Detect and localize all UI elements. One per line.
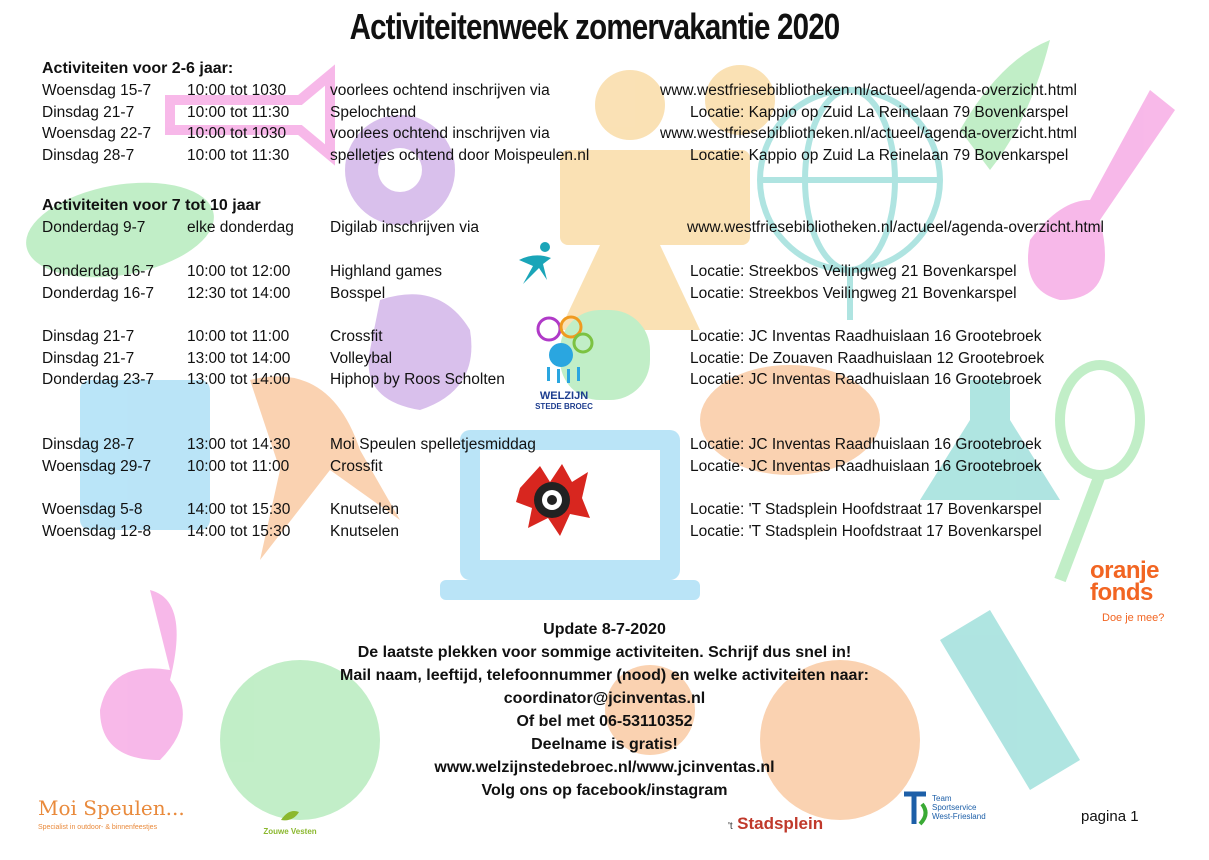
row-activity: Spelochtend: [330, 104, 417, 121]
section-heading-2-6: Activiteiten voor 2-6 jaar:: [42, 60, 234, 77]
row-day: Donderdag 16-7: [42, 285, 155, 302]
row-activity: Bosspel: [330, 285, 386, 302]
jc-inventas-logo: [510, 458, 594, 542]
row-time: 10:00 tot 12:00: [187, 263, 291, 280]
row-activity: voorlees ochtend inschrijven via: [330, 82, 550, 99]
leaf-icon: [279, 808, 301, 822]
row-info: Locatie: JC Inventas Raadhuislaan 16 Grootebroek: [690, 371, 1042, 388]
row-time: 10:00 tot 11:30: [187, 147, 290, 164]
row-activity: Crossfit: [330, 458, 383, 475]
moi-speulen-name: Moi Speulen...: [38, 796, 185, 820]
row-time: 10:00 tot 1030: [187, 82, 287, 99]
row-info: Locatie: Streekbos Veilingweg 21 Bovenkarspel: [690, 263, 1017, 280]
oranje-fonds-tagline: Doe je mee?: [1102, 612, 1165, 624]
page-number: pagina 1: [1081, 808, 1139, 825]
row-activity: Crossfit: [330, 328, 383, 345]
zouwe-vesten-name: Zouwe Vesten: [263, 827, 317, 836]
row-info: Locatie: JC Inventas Raadhuislaan 16 Grootebroek: [690, 458, 1042, 475]
row-time: 10:00 tot 1030: [187, 125, 287, 142]
row-activity: Knutselen: [330, 501, 399, 518]
free-participation: Deelname is gratis!: [531, 736, 678, 753]
row-day: Donderdag 16-7: [42, 263, 155, 280]
row-time: 13:00 tot 14:00: [187, 371, 291, 388]
team-line-2: Sportservice: [932, 803, 977, 812]
oranje-fonds-line1: oranje: [1090, 557, 1160, 584]
welzijn-name: WELZIJN: [539, 390, 589, 402]
row-info: Locatie: JC Inventas Raadhuislaan 16 Grootebroek: [690, 328, 1042, 345]
row-info: Locatie: JC Inventas Raadhuislaan 16 Grootebroek: [690, 436, 1042, 453]
row-time: 10:00 tot 11:00: [187, 328, 290, 345]
team-sportservice-logo: [900, 790, 1010, 830]
row-day: Dinsdag 21-7: [42, 104, 135, 121]
row-info: Locatie: Kappio op Zuid La Reinelaan 79 Bovenkarspel: [690, 104, 1069, 121]
row-activity: Hiphop by Roos Scholten: [330, 371, 505, 388]
contact-phone: Of bel met 06-53110352: [516, 713, 693, 730]
stadsplein-name: Stadsplein: [737, 814, 824, 833]
contact-email[interactable]: coordinator@jcinventas.nl: [503, 690, 706, 707]
oranje-fonds-logo: [1090, 557, 1200, 624]
row-time: 13:00 tot 14:30: [187, 436, 291, 453]
row-day: Woensdag 15-7: [42, 82, 152, 99]
row-time: 13:00 tot 14:00: [187, 350, 291, 367]
row-info: Locatie: 'T Stadsplein Hoofdstraat 17 Bovenkarspel: [690, 523, 1042, 540]
row-time: elke donderdag: [187, 219, 294, 236]
website-links[interactable]: www.welzijnstedebroec.nl/www.jcinventas.nl: [434, 759, 775, 776]
stadsplein-logo: [728, 814, 823, 834]
row-day: Woensdag 12-8: [42, 523, 152, 540]
row-day: Dinsdag 28-7: [42, 147, 135, 164]
team-line-1: Team: [932, 794, 952, 803]
welzijn-logo: [533, 313, 595, 417]
social-media: Volg ons op facebook/instagram: [481, 782, 728, 799]
row-activity: voorlees ochtend inschrijven via: [330, 125, 550, 142]
team-sportservice-emblem-icon: [900, 790, 930, 828]
row-info: www.westfriesebibliotheken.nl/actueel/agenda-overzicht.html: [660, 82, 1077, 99]
row-time: 14:00 tot 15:30: [187, 523, 291, 540]
row-day: Donderdag 9-7: [42, 219, 146, 236]
row-activity: Knutselen: [330, 523, 399, 540]
update-date: Update 8-7-2020: [543, 621, 666, 638]
row-day: Dinsdag 21-7: [42, 328, 135, 345]
row-day: Woensdag 5-8: [42, 501, 143, 518]
row-day: Woensdag 29-7: [42, 458, 152, 475]
row-day: Woensdag 22-7: [42, 125, 152, 142]
footer-line-1: De laatste plekken voor sommige activiteiten. Schrijf dus snel in!: [357, 644, 852, 661]
moi-speulen-tagline: Specialist in outdoor- & binnenfeestjes: [38, 824, 158, 831]
sport-figure-logo: [515, 240, 559, 286]
row-time: 12:30 tot 14:00: [187, 285, 291, 302]
row-activity: Moi Speulen spelletjesmiddag: [330, 436, 536, 453]
section-heading-7-10: Activiteiten voor 7 tot 10 jaar: [42, 197, 261, 214]
row-day: Dinsdag 28-7: [42, 436, 135, 453]
stadsplein-prefix: 't: [728, 821, 733, 832]
row-info: Locatie: Streekbos Veilingweg 21 Bovenkarspel: [690, 285, 1017, 302]
row-activity: spelletjes ochtend door Moispeulen.nl: [330, 147, 590, 164]
moi-speulen-logo: [38, 796, 218, 831]
row-activity: Highland games: [330, 263, 443, 280]
welzijn-place: STEDE BROEC: [535, 402, 593, 411]
row-activity: Digilab inschrijven via: [330, 219, 480, 236]
oranje-fonds-line2: fonds: [1090, 579, 1153, 606]
page-title: Activiteitenweek zomervakantie 2020: [349, 6, 840, 47]
footer-line-2: Mail naam, leeftijd, telefoonnummer (nood) en welke activiteiten naar:: [340, 667, 869, 684]
row-info: www.westfriesebibliotheken.nl/actueel/agenda-overzicht.html: [687, 219, 1104, 236]
row-info: Locatie: De Zouaven Raadhuislaan 12 Grootebroek: [690, 350, 1045, 367]
row-time: 14:00 tot 15:30: [187, 501, 291, 518]
team-line-3: West-Friesland: [932, 812, 986, 821]
welzijn-emblem-icon: [533, 313, 595, 385]
footer-info: [0, 618, 1209, 802]
zouwe-vesten-logo: [258, 808, 322, 836]
row-info: Locatie: Kappio op Zuid La Reinelaan 79 Bovenkarspel: [690, 147, 1069, 164]
row-day: Dinsdag 21-7: [42, 350, 135, 367]
row-info: Locatie: 'T Stadsplein Hoofdstraat 17 Bovenkarspel: [690, 501, 1042, 518]
row-info: www.westfriesebibliotheken.nl/actueel/agenda-overzicht.html: [660, 125, 1077, 142]
row-day: Donderdag 23-7: [42, 371, 155, 388]
row-time: 10:00 tot 11:00: [187, 458, 290, 475]
row-activity: Volleybal: [330, 350, 393, 367]
row-time: 10:00 tot 11:30: [187, 104, 290, 121]
